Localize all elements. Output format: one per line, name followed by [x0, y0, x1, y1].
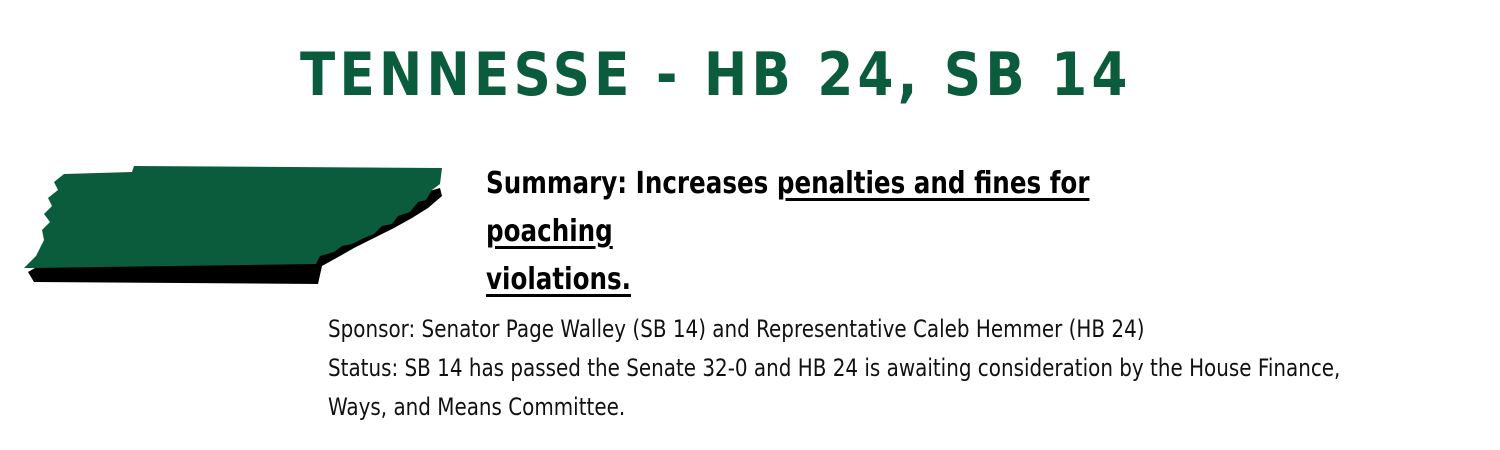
tennessee-state-map-icon [22, 160, 447, 290]
summary-label: Summary: Increases [486, 166, 777, 201]
summary-highlight-line2: violations. [486, 262, 631, 297]
status-text-line1: Status: SB 14 has passed the Senate 32-0 and HB 24 is awaiting consideration by the House Finance, [328, 354, 1341, 382]
sponsor-text: Sponsor: Senator Page Walley (SB 14) and Representative Caleb Hemmer (HB 24) [328, 315, 1145, 343]
status-text-line2: Ways, and Means Committee. [328, 393, 626, 421]
bill-details [328, 310, 1473, 427]
summary-text [486, 160, 1224, 304]
summary-highlight-line1: penalties and fines for poaching [486, 166, 1090, 249]
state-map-body [24, 166, 442, 268]
page-title: TENNESSE - HB 24, SB 14 [300, 40, 1132, 110]
